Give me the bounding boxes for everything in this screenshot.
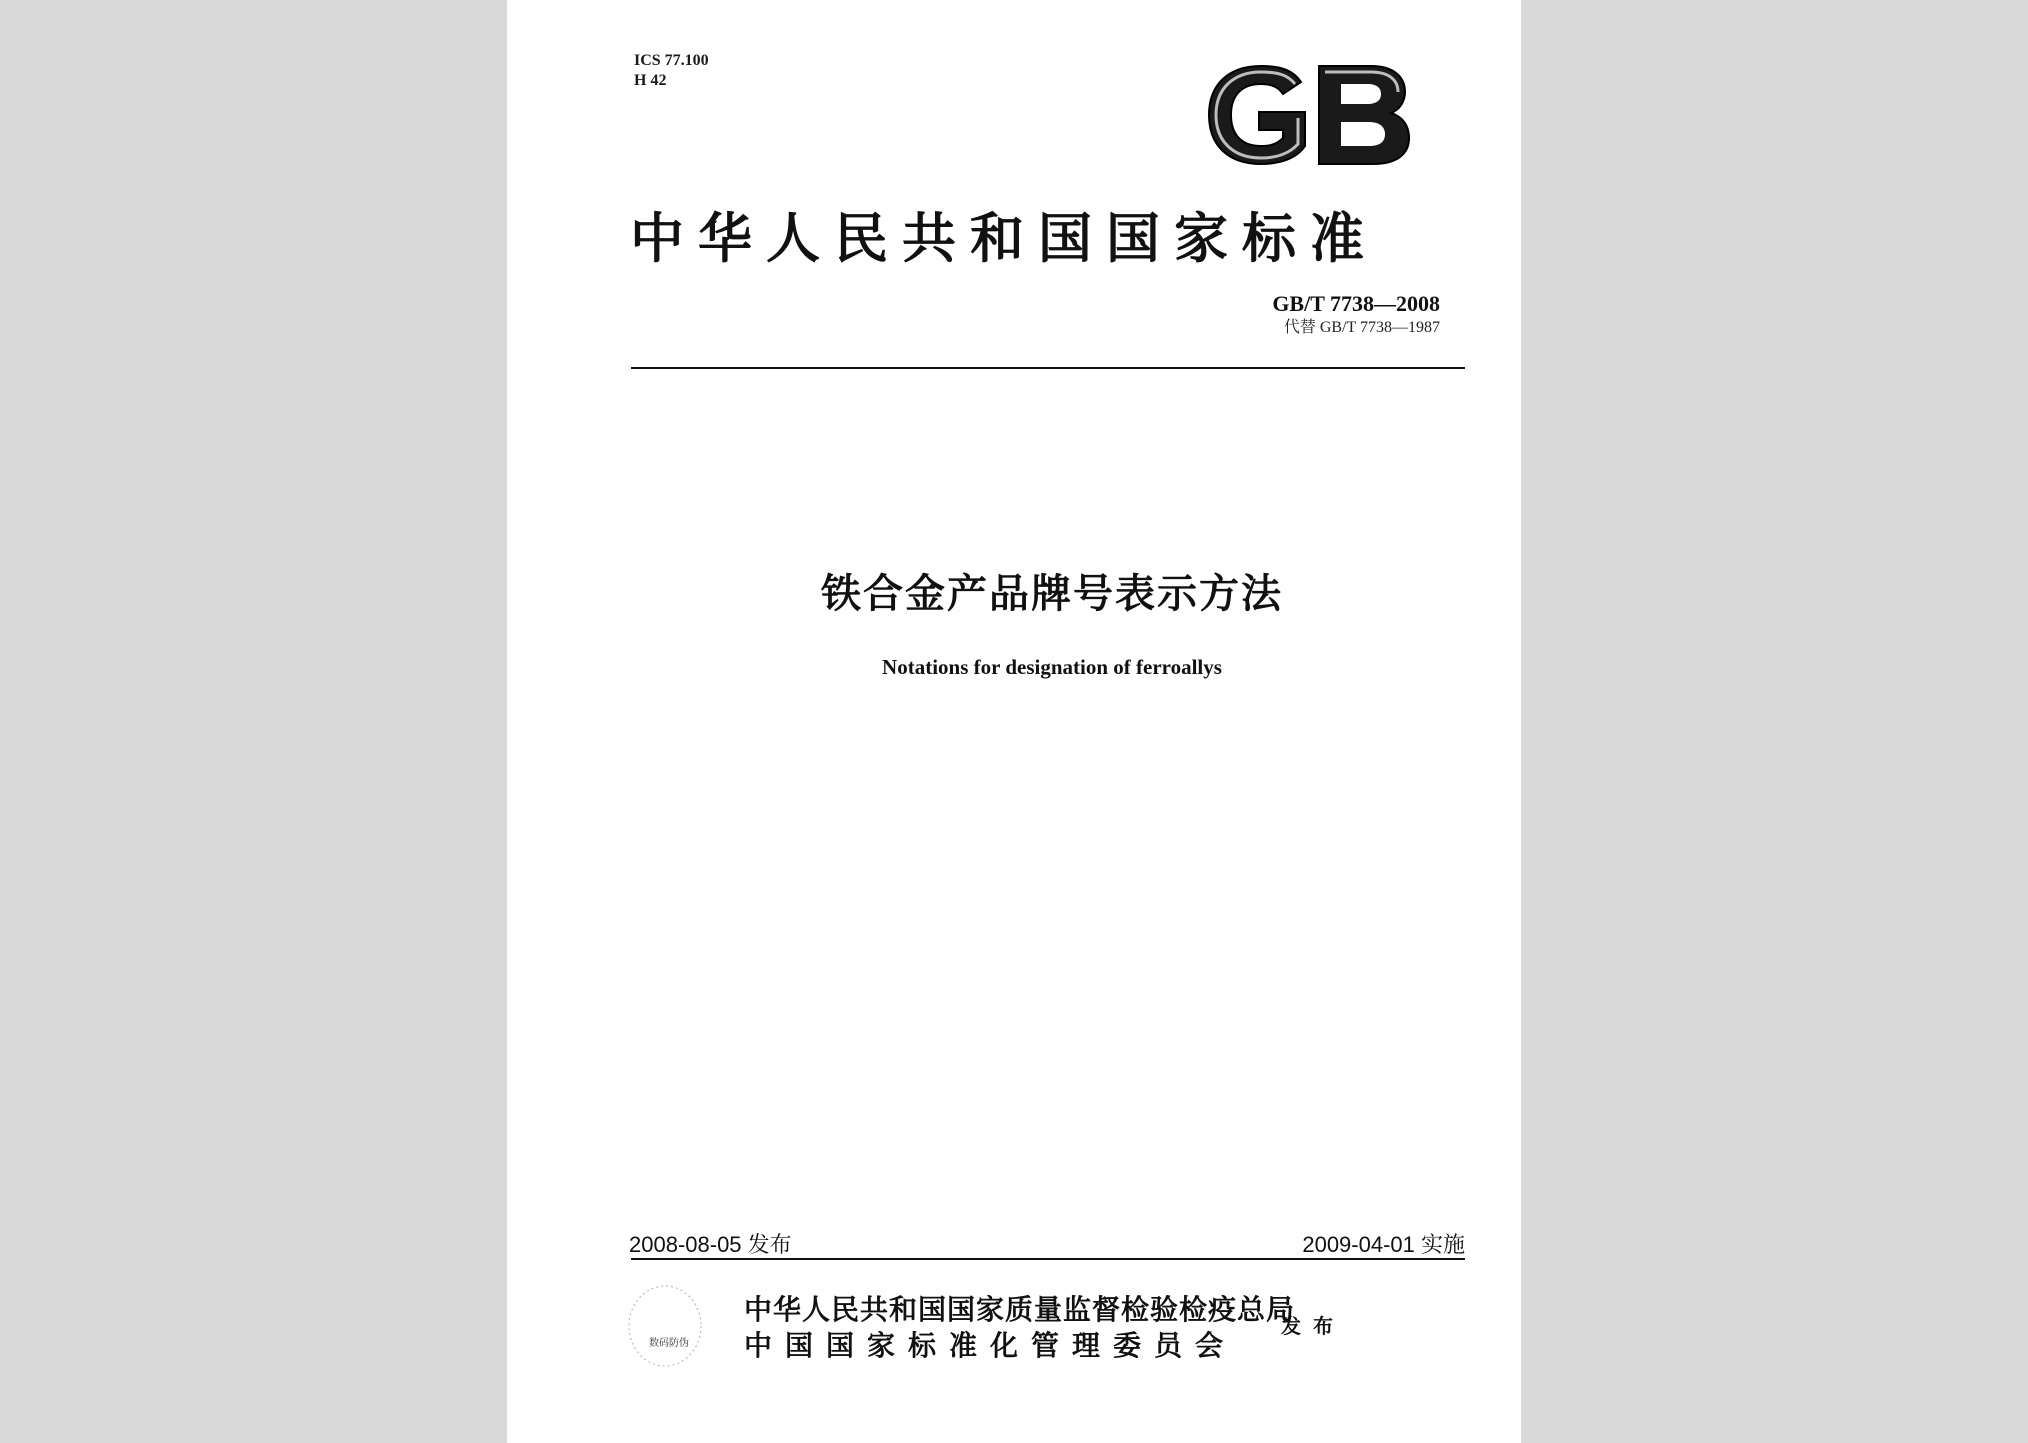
document-title-english: Notations for designation of ferroallys	[882, 655, 1222, 679]
issuer-aqsiq: 中华人民共和国国家质量监督检验检疫总局	[744, 1293, 1296, 1326]
issuer-sac: 中国国家标准化管理委员会	[744, 1329, 1237, 1362]
ccs-code: H 42	[634, 72, 667, 89]
replaced-standard: 代替 GB/T 7738—1987	[1283, 319, 1440, 336]
stamp-label: 数码防伪	[649, 1338, 689, 1349]
gb-logo	[1201, 60, 1415, 170]
issue-date: 2008-08-05 发布	[629, 1232, 792, 1257]
classification-codes	[634, 51, 709, 91]
effective-date: 2009-04-01 实施	[1302, 1232, 1465, 1257]
document-title-chinese: 铁合金产品牌号表示方法	[821, 571, 1283, 617]
publish-label: 发布	[1281, 1314, 1345, 1338]
standard-code: GB/T 7738—2008	[1272, 291, 1440, 316]
footer-divider	[631, 1258, 1465, 1260]
ics-code: ICS 77.100	[634, 52, 709, 69]
header-divider	[631, 367, 1465, 369]
national-standard-title: 中华人民共和国国家标准	[630, 207, 1378, 270]
document-page	[507, 0, 1521, 1443]
anti-counterfeit-stamp	[625, 1278, 705, 1368]
